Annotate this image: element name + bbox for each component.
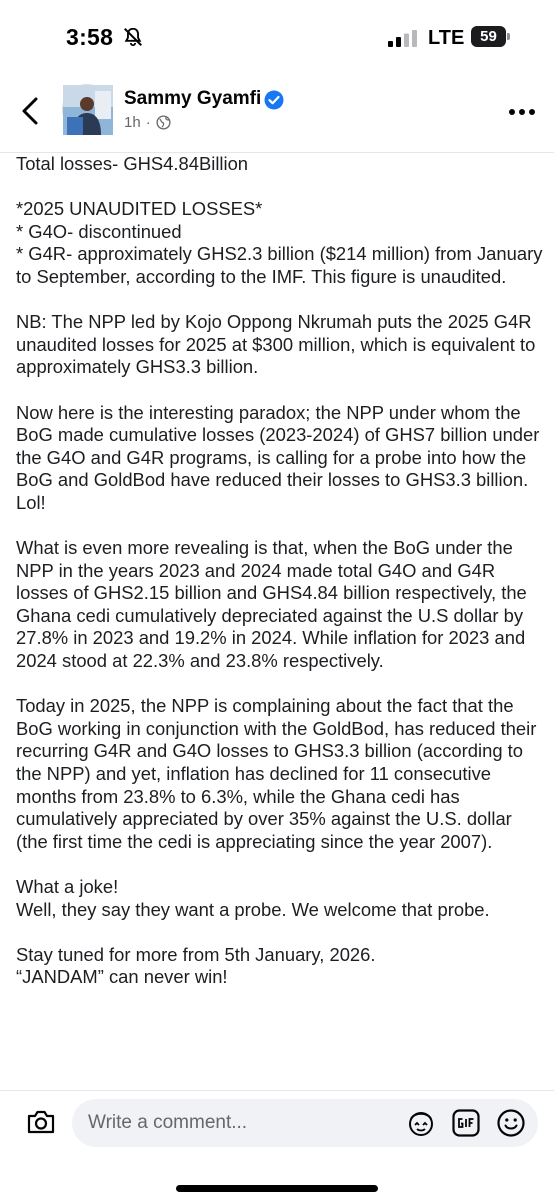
bell-off-icon xyxy=(122,26,144,48)
gif-icon[interactable] xyxy=(452,1109,480,1137)
post-paragraph: Stay tuned for more from 5th January, 2026. “JANDAM” can never win! xyxy=(16,943,376,988)
post-paragraph: NB: The NPP led by Kojo Oppong Nkrumah puts the 2025 G4R unaudited losses for 2025 at $300 million, which is equivalent to approximately GHS3.3 billion. xyxy=(16,311,541,378)
post-meta xyxy=(124,114,171,131)
post-paragraph: What is even more revealing is that, when the BoG under the NPP in the years 2023 and 2024 made total G4O and G4R losses of GHS2.15 billion and GHS4.84 billion respectively, the Ghana cedi cumulatively depreciated against the U.S dollar by 27.8% in 2023 and 19.2% in 2024. While inflation for 2023 and 2024 stood at 22.3% and 23.8% respectively. xyxy=(16,537,532,672)
globe-icon xyxy=(156,115,171,130)
post-paragraph: *2025 UNAUDITED LOSSES* * G4O- discontinued * G4R- approximately GHS2.3 billion ($214 million) from January to September, according to the IMF. This figure is unaudited. xyxy=(16,198,543,287)
more-options-icon[interactable] xyxy=(508,108,536,116)
post-header xyxy=(0,78,554,153)
comment-bar xyxy=(0,1090,554,1200)
status-time: 3:58 xyxy=(66,24,114,50)
verified-icon xyxy=(264,90,284,110)
signal-icon xyxy=(388,30,418,47)
avatar-image xyxy=(63,85,113,135)
battery-indicator xyxy=(471,26,511,47)
network-type: LTE xyxy=(428,27,465,49)
post-paragraph: Today in 2025, the NPP is complaining about the fact that the BoG working in conjunction with the GoldBod, has reduced their recurring G4R and G4O losses to GHS3.3 billion (according to the NPP) and yet, inflation has declined for 11 consecutive months from 23.8% to 6.3%, while the Ghana cedi has cumulatively appreciated by over 35% against the U.S. dollar (the first time the cedi is appreciating since the year 2007). xyxy=(16,695,542,852)
emoji-icon[interactable] xyxy=(496,1108,526,1138)
home-indicator xyxy=(176,1185,378,1192)
battery-level: 59 xyxy=(471,26,506,47)
author-avatar[interactable] xyxy=(62,84,112,134)
status-bar xyxy=(0,0,554,78)
camera-icon[interactable] xyxy=(26,1109,56,1135)
post-paragraph: What a joke! Well, they say they want a probe. We welcome that probe. xyxy=(16,876,490,920)
post-paragraph: Now here is the interesting paradox; the NPP under whom the BoG made cumulative losses (2023-2024) of GHS7 billion under the G4O and G4R programs, is calling for a probe into how the BoG and GoldBod have reduced their losses to GHS3.3 billion. Lol! xyxy=(16,401,545,513)
post-paragraph: Total losses- GHS4.84Billion xyxy=(16,153,249,174)
author-name[interactable]: Sammy Gyamfi xyxy=(124,88,262,109)
battery-tip xyxy=(507,33,510,40)
avatar-sticker-icon[interactable] xyxy=(406,1108,436,1138)
meta-separator: · xyxy=(145,114,151,131)
post-text xyxy=(16,153,544,1083)
back-arrow-icon[interactable] xyxy=(18,94,44,128)
post-time[interactable]: 1h xyxy=(124,114,141,131)
